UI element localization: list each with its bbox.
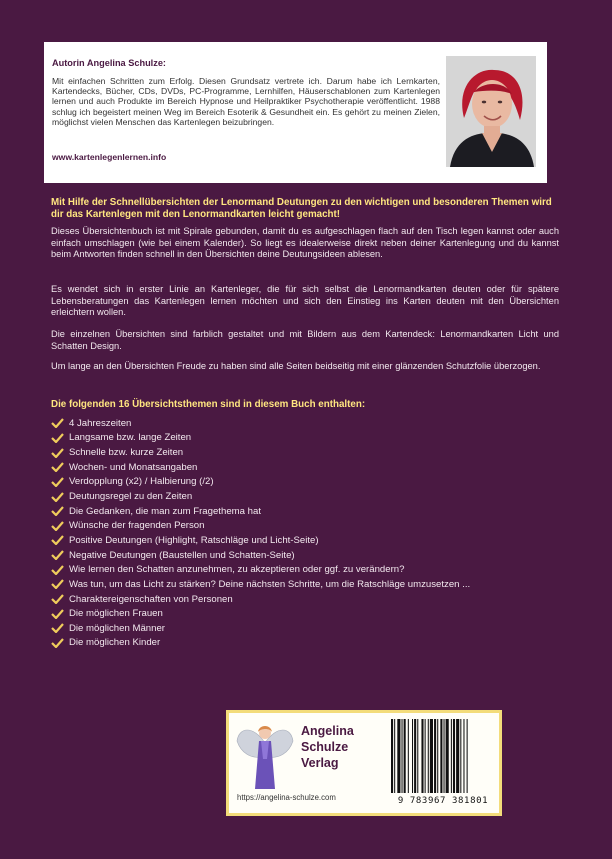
barcode-bar: [394, 719, 395, 793]
publisher-name-line: Verlag: [301, 756, 339, 770]
check-icon: [51, 565, 64, 575]
topic-item: [51, 621, 571, 636]
barcode-bar: [417, 719, 418, 793]
barcode-icon: [389, 719, 497, 793]
check-icon: [51, 506, 64, 516]
topic-label: Langsame bzw. lange Zeiten: [69, 432, 192, 444]
barcode-bar: [463, 719, 464, 793]
check-icon: [51, 623, 64, 633]
topic-item: [51, 431, 571, 446]
barcode-bar: [391, 719, 393, 793]
angel-logo-icon: [235, 719, 295, 793]
topic-label: Charaktereigenschaften von Personen: [69, 593, 233, 605]
barcode-bar: [460, 719, 461, 793]
topic-label: Wünsche der fragenden Person: [69, 520, 205, 532]
topic-label: Die möglichen Frauen: [69, 608, 163, 620]
intro-paragraph-4: Um lange an den Übersichten Freude zu haben sind alle Seiten beidseitig mit einer glänzenden Schutzfolie überzogen.: [51, 361, 541, 371]
topic-item: [51, 460, 571, 475]
publisher-name: [301, 723, 381, 771]
topic-label: Deutungsregel zu den Zeiten: [69, 491, 193, 503]
barcode-bar: [428, 719, 429, 793]
intro-paragraph-2: Es wendet sich in erster Linie an Kartenleger, die für sich selbst die Lenormandkarten deuten oder für spätere Lebensberatungen das Kartenlegen lernen möchten und sich den Einstieg ins Karten deuten mit den Übersichten erleichtern wollen.: [51, 284, 559, 318]
barcode-bar: [402, 719, 403, 793]
intro-lead: Mit Hilfe der Schnellübersichten der Lenormand Deutungen zu den wichtigen und besonderen Themen wird dir das Kartenlegen mit den Lenormandkarten leicht gemacht!: [51, 197, 552, 220]
barcode-bar: [404, 719, 406, 793]
topic-label: Die möglichen Kinder: [69, 637, 161, 649]
publisher-url-link[interactable]: https://angelina-schulze.com: [237, 793, 336, 802]
check-icon: [51, 448, 64, 458]
barcode-bar: [414, 719, 416, 793]
barcode-bar: [446, 719, 449, 793]
check-icon: [51, 433, 64, 443]
check-icon: [51, 418, 64, 428]
topic-item: [51, 636, 571, 651]
barcode-bar: [451, 719, 452, 793]
topic-item: [51, 577, 571, 592]
topic-label: Negative Deutungen (Baustellen und Schatten-Seite): [69, 549, 295, 561]
topic-item: [51, 548, 571, 563]
topics-title: Die folgenden 16 Übersichtsthemen sind in diesem Buch enthalten:: [51, 399, 366, 410]
barcode-bar: [453, 719, 455, 793]
barcode-bar: [421, 719, 423, 793]
topic-label: Schnelle bzw. kurze Zeiten: [69, 447, 184, 459]
topic-label: Wochen- und Monatsangaben: [69, 461, 198, 473]
publisher-name-line: Schulze: [301, 740, 349, 754]
intro-paragraph-3: Die einzelnen Übersichten sind farblich gestaltet und mit Bildern aus dem Kartendeck: Lenormandkarten Licht und Schatten Design.: [51, 329, 559, 351]
barcode-bar: [444, 719, 445, 793]
author-bio: Mit einfachen Schritten zum Erfolg. Diesen Grundsatz vertrete ich. Darum habe ich Lernkarten, Kartendecks, Bücher, CDs, DVDs, PC-Programme, Lernhilfen, Häuserschablonen zum Kartenlegen lernen und auch Produkte im Bereich Hypnose und Heilpraktiker Psychotherapie veröffentlicht. 1988 schlug ich begeistert meinen Weg im Bereich Esoterik & Gesundheit ein. Es gehört zu meinen Zielen, möglichst vielen Menschen das Kartenlegen beizubringen.: [52, 76, 440, 127]
barcode-bar: [408, 719, 409, 793]
barcode-bar: [430, 719, 433, 793]
topic-item: [51, 504, 571, 519]
topic-label: Verdopplung (x2) / Halbierung (/2): [69, 476, 214, 488]
topic-label: Die Gedanken, die man zum Fragethema hat: [69, 505, 261, 517]
topic-item: [51, 592, 571, 607]
topic-label: Wie lernen den Schatten anzunehmen, zu akzeptieren oder ggf. zu verändern?: [69, 564, 405, 576]
topic-label: Die möglichen Männer: [69, 622, 165, 634]
barcode-bar: [412, 719, 413, 793]
topic-list: [51, 416, 571, 650]
check-icon: [51, 609, 64, 619]
topic-label: Positive Deutungen (Highlight, Ratschläge und Licht-Seite): [69, 534, 319, 546]
author-website-link[interactable]: www.kartenlegenlernen.info: [52, 152, 167, 162]
topic-item: [51, 518, 571, 533]
topic-item: [51, 445, 571, 460]
check-icon: [51, 579, 64, 589]
topic-item: [51, 416, 571, 431]
check-icon: [51, 477, 64, 487]
publisher-box: [226, 710, 502, 816]
barcode-bar: [467, 719, 468, 793]
topic-item: [51, 475, 571, 490]
barcode-bar: [434, 719, 436, 793]
isbn-number: 9 783967 381801: [397, 796, 489, 806]
topic-label: 4 Jahreszeiten: [69, 417, 132, 429]
intro-paragraph-1: Dieses Übersichtenbuch ist mit Spirale gebunden, damit du es aufgeschlagen flach auf den Tisch legen kannst oder auch einfach umschlagen (wie bei einem Kalender). So liegt es idealerweise direkt neben deiner Kartenlegung und du kannst beim Antworten finden schnell in den Übersichten deine Deutungsideen ablesen.: [51, 226, 559, 260]
topic-item: [51, 533, 571, 548]
check-icon: [51, 462, 64, 472]
topic-item: [51, 606, 571, 621]
barcode-bar: [440, 719, 442, 793]
author-portrait-icon: [446, 56, 536, 167]
topic-label: Was tun, um das Licht zu stärken? Deine nächsten Schritte, um die Ratschläge umzusetzen ...: [69, 578, 471, 590]
check-icon: [51, 535, 64, 545]
check-icon: [51, 550, 64, 560]
check-icon: [51, 521, 64, 531]
check-icon: [51, 594, 64, 604]
author-photo: [446, 56, 536, 167]
author-box: [44, 42, 547, 183]
barcode-bar: [425, 719, 426, 793]
topic-item: [51, 489, 571, 504]
barcode-bar: [397, 719, 400, 793]
barcode-bar: [437, 719, 438, 793]
check-icon: [51, 638, 64, 648]
publisher-name-line: Angelina: [301, 724, 354, 738]
topic-item: [51, 562, 571, 577]
author-title: Autorin Angelina Schulze:: [52, 58, 166, 68]
check-icon: [51, 492, 64, 502]
barcode-bar: [456, 719, 459, 793]
